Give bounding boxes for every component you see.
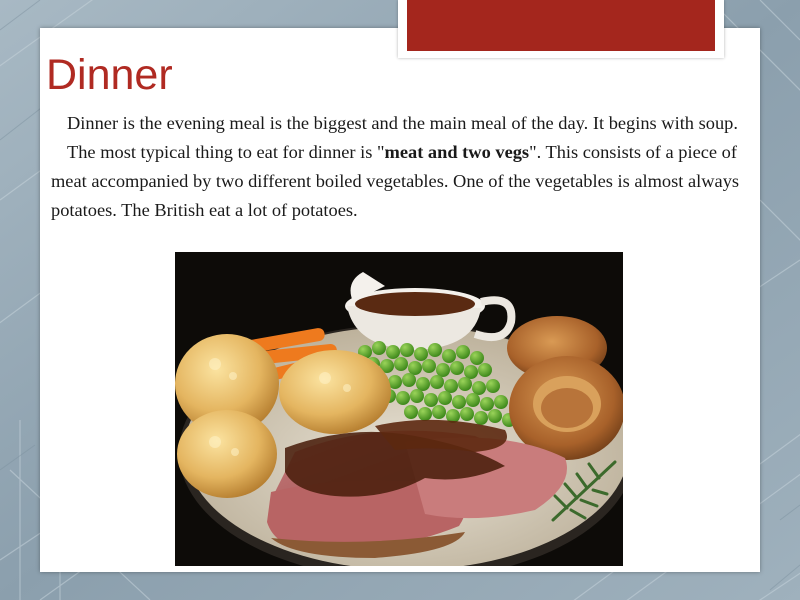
body-text [51, 109, 741, 225]
slide-title: Dinner [46, 51, 173, 99]
paragraph-2-text-end: ". This consists of a piece of meat accompanied by two different boiled vegetables. One of the vegetables is almost always potatoes. The British eat a lot of potatoes. [51, 142, 740, 220]
paragraph-2 [51, 138, 741, 225]
title-accent-bar [407, 0, 715, 51]
paragraph-1-text: Dinner is the evening meal is the biggest and the main meal of the day. It begins with soup. [67, 113, 738, 133]
paragraph-1 [51, 109, 741, 138]
paragraph-2-text-start: The most typical thing to eat for dinner is " [67, 142, 385, 162]
paragraph-2-bold-phrase: meat and two vegs [384, 142, 530, 162]
roast-dinner-photo [175, 252, 623, 566]
